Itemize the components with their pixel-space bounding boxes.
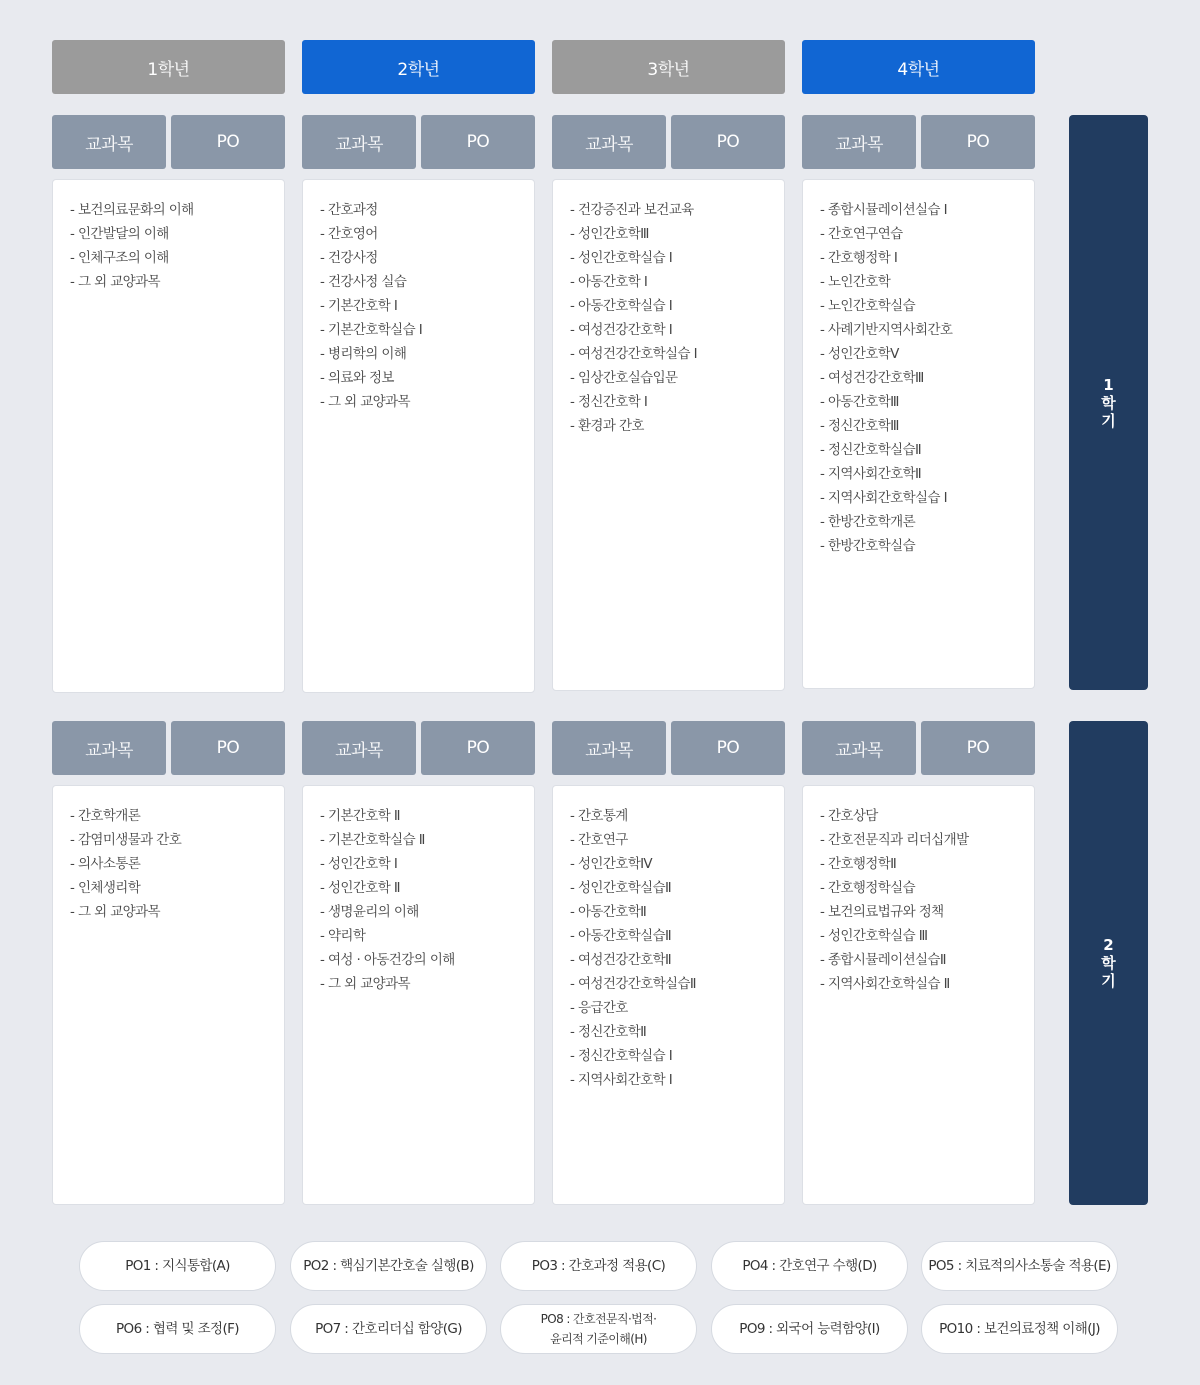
course-item: - 아동간호학Ⅲ — [820, 394, 899, 410]
course-card-y4-s2 — [802, 785, 1035, 1205]
po-legend-item: PO4 : 간호연구 수행(D) — [711, 1241, 908, 1291]
course-item: - 환경과 간호 — [570, 418, 644, 434]
course-item: - 정신간호학 Ⅰ — [570, 394, 648, 410]
subject-header: 교과목 — [802, 721, 916, 775]
course-item: - 여성건강간호학Ⅲ — [820, 370, 924, 386]
course-item: - 건강증진과 보건교육 — [570, 202, 694, 218]
course-item: - 간호전문직과 리더십개발 — [820, 832, 969, 848]
course-item: - 여성건강간호학실습Ⅱ — [570, 976, 696, 992]
course-item: - 기본간호학 Ⅰ — [320, 298, 398, 314]
course-item: - 한방간호학개론 — [820, 514, 916, 530]
course-item: - 지역사회간호학 Ⅰ — [570, 1072, 673, 1088]
course-item: - 노인간호학실습 — [820, 298, 916, 314]
year-1-button[interactable]: 1학년 — [52, 40, 285, 94]
course-item: - 정신간호학Ⅱ — [570, 1024, 647, 1040]
year-4-button[interactable]: 4학년 — [802, 40, 1035, 94]
semester-1-label — [1069, 115, 1148, 690]
course-item: - 그 외 교양과목 — [70, 274, 160, 290]
po-header: PO — [921, 115, 1035, 169]
subject-header: 교과목 — [552, 721, 666, 775]
course-item: - 생명윤리의 이해 — [320, 904, 419, 920]
course-item: - 성인간호학 Ⅰ — [320, 856, 398, 872]
course-item: - 성인간호학실습 Ⅲ — [820, 928, 928, 944]
po-header: PO — [171, 115, 285, 169]
course-item: - 간호영어 — [320, 226, 378, 242]
course-item: - 응급간호 — [570, 1000, 628, 1016]
po-legend-item: PO1 : 지식통합(A) — [79, 1241, 276, 1291]
course-item: - 성인간호학Ⅲ — [570, 226, 649, 242]
course-item: - 아동간호학실습Ⅱ — [570, 928, 672, 944]
course-item: - 여성건강간호학 Ⅰ — [570, 322, 673, 338]
po-legend-item: PO7 : 간호리더십 함양(G) — [290, 1304, 487, 1354]
subject-header: 교과목 — [302, 721, 416, 775]
course-item: - 그 외 교양과목 — [320, 394, 410, 410]
course-item: - 건강사정 — [320, 250, 378, 266]
subject-header: 교과목 — [552, 115, 666, 169]
po-header: PO — [921, 721, 1035, 775]
subject-header: 교과목 — [52, 115, 166, 169]
course-item: - 성인간호학 Ⅱ — [320, 880, 400, 896]
course-card-y2-s1 — [302, 179, 535, 693]
course-item: - 정신간호학Ⅲ — [820, 418, 899, 434]
po-legend-item: PO3 : 간호과정 적용(C) — [500, 1241, 697, 1291]
course-item: - 보건의료법규와 정책 — [820, 904, 944, 920]
course-card-y1-s1 — [52, 179, 285, 693]
course-item: - 여성 · 아동건강의 이해 — [320, 952, 455, 968]
semester-2-text: 2학기 — [1101, 936, 1116, 990]
course-item: - 정신간호학실습 Ⅰ — [570, 1048, 673, 1064]
course-item: - 기본간호학실습 Ⅱ — [320, 832, 425, 848]
po-header: PO — [421, 721, 535, 775]
course-item: - 기본간호학 Ⅱ — [320, 808, 400, 824]
course-item: - 그 외 교양과목 — [320, 976, 410, 992]
subject-header: 교과목 — [302, 115, 416, 169]
course-item: - 간호행정학Ⅱ — [820, 856, 897, 872]
course-item: - 노인간호학 — [820, 274, 891, 290]
year-3-button[interactable]: 3학년 — [552, 40, 785, 94]
course-item: - 임상간호실습입문 — [570, 370, 678, 386]
course-item: - 정신간호학실습Ⅱ — [820, 442, 922, 458]
course-item: - 성인간호학실습 Ⅰ — [570, 250, 673, 266]
course-item: - 성인간호학실습Ⅱ — [570, 880, 672, 896]
semester-2-label — [1069, 721, 1148, 1205]
po-legend-item: PO9 : 외국어 능력함양(I) — [711, 1304, 908, 1354]
course-card-y3-s2 — [552, 785, 785, 1205]
course-item: - 아동간호학 Ⅰ — [570, 274, 648, 290]
course-item: - 인체생리학 — [70, 880, 141, 896]
course-card-y3-s1 — [552, 179, 785, 691]
subject-header: 교과목 — [802, 115, 916, 169]
course-card-y4-s1 — [802, 179, 1035, 689]
course-item: - 한방간호학실습 — [820, 538, 916, 554]
course-item: - 간호연구연습 — [820, 226, 903, 242]
course-item: - 간호과정 — [320, 202, 378, 218]
course-item: - 간호통계 — [570, 808, 628, 824]
course-card-y1-s2 — [52, 785, 285, 1205]
course-item: - 의사소통론 — [70, 856, 141, 872]
course-item: - 보건의료문화의 이해 — [70, 202, 194, 218]
course-item: - 종합시뮬레이션실습Ⅱ — [820, 952, 946, 968]
po-header: PO — [671, 115, 785, 169]
course-item: - 지역사회간호학실습 Ⅱ — [820, 976, 950, 992]
course-item: - 기본간호학실습 Ⅰ — [320, 322, 423, 338]
course-item: - 건강사정 실습 — [320, 274, 407, 290]
course-item: - 인간발달의 이해 — [70, 226, 169, 242]
course-item: - 사례기반지역사회간호 — [820, 322, 953, 338]
course-item: - 여성건강간호학실습 Ⅰ — [570, 346, 698, 362]
course-item: - 약리학 — [320, 928, 366, 944]
course-item: - 지역사회간호학Ⅱ — [820, 466, 922, 482]
course-item: - 의료와 정보 — [320, 370, 394, 386]
course-item: - 아동간호학Ⅱ — [570, 904, 647, 920]
course-item: - 아동간호학실습 Ⅰ — [570, 298, 673, 314]
po-legend-item: PO6 : 협력 및 조정(F) — [79, 1304, 276, 1354]
course-item: - 여성건강간호학Ⅱ — [570, 952, 672, 968]
po-legend-item: PO8 : 간호전문직·법적· 윤리적 기준이해(H) — [500, 1304, 697, 1354]
course-card-y2-s2 — [302, 785, 535, 1205]
po-legend-item: PO5 : 치료적의사소통술 적용(E) — [921, 1241, 1118, 1291]
year-2-button[interactable]: 2학년 — [302, 40, 535, 94]
course-item: - 그 외 교양과목 — [70, 904, 160, 920]
course-item: - 성인간호학Ⅴ — [820, 346, 899, 362]
course-item: - 간호연구 — [570, 832, 628, 848]
course-item: - 간호상담 — [820, 808, 878, 824]
course-item: - 감염미생물과 간호 — [70, 832, 182, 848]
po-legend-item: PO2 : 핵심기본간호술 실행(B) — [290, 1241, 487, 1291]
po-header: PO — [671, 721, 785, 775]
course-item: - 간호학개론 — [70, 808, 141, 824]
course-item: - 지역사회간호학실습 Ⅰ — [820, 490, 948, 506]
po-header: PO — [421, 115, 535, 169]
po-legend-item: PO10 : 보건의료정책 이해(J) — [921, 1304, 1118, 1354]
course-item: - 병리학의 이해 — [320, 346, 407, 362]
course-item: - 간호행정학 Ⅰ — [820, 250, 898, 266]
course-item: - 인체구조의 이해 — [70, 250, 169, 266]
course-item: - 성인간호학Ⅳ — [570, 856, 653, 872]
course-item: - 간호행정학실습 — [820, 880, 916, 896]
po-header: PO — [171, 721, 285, 775]
subject-header: 교과목 — [52, 721, 166, 775]
semester-1-text: 1학기 — [1101, 375, 1116, 430]
course-item: - 종합시뮬레이션실습 Ⅰ — [820, 202, 948, 218]
